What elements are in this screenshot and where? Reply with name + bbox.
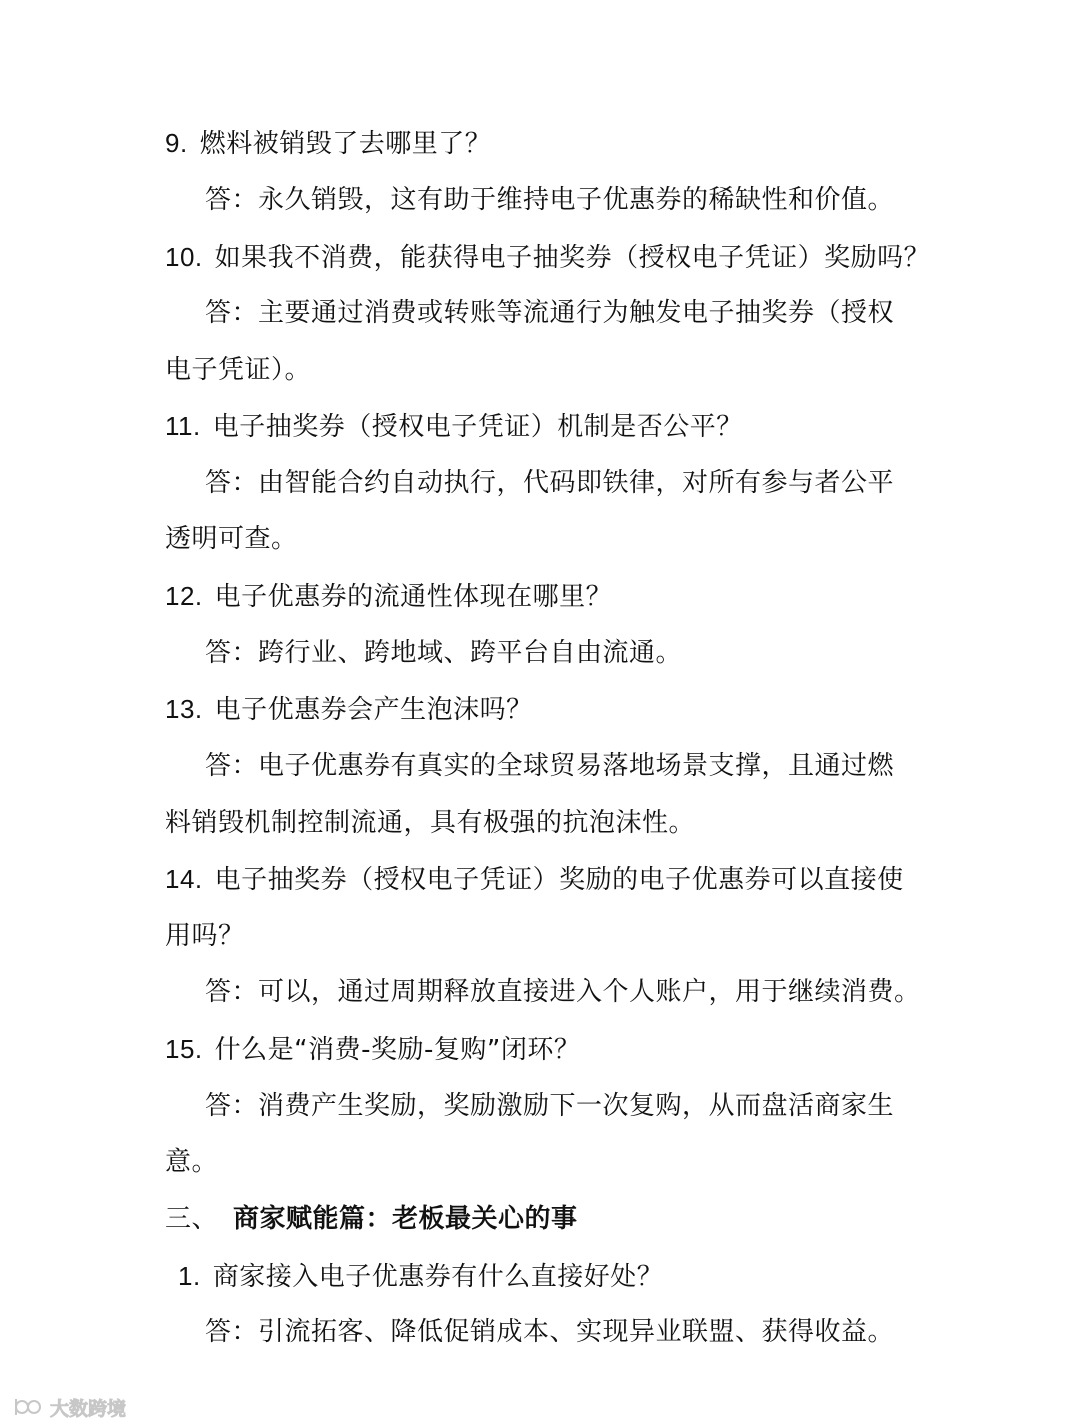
answer-1: 答：引流拓客、降低促销成本、实现异业联盟、获得收益。 — [205, 1317, 895, 1347]
answer-13-line-2: 料销毁机制控制流通，具有极强的抗泡沫性。 — [165, 808, 696, 838]
question-text: 电子抽奖券（授权电子凭证）机制是否公平？ — [212, 412, 743, 442]
question-text: 什么是“消费-奖励-复购”闭环？ — [214, 1035, 581, 1065]
question-text: 电子抽奖券（授权电子凭证）奖励的电子优惠券可以直接使 — [214, 865, 904, 895]
question-13 — [165, 694, 925, 725]
question-10 — [165, 242, 931, 273]
question-text: 电子优惠券会产生泡沫吗？ — [214, 695, 533, 725]
watermark — [14, 1394, 126, 1420]
answer-11-line-2: 透明可查。 — [165, 524, 298, 554]
question-number: 14. — [165, 864, 203, 894]
question-9 — [165, 128, 925, 159]
question-number: 1. — [178, 1261, 201, 1291]
question-number: 15. — [165, 1034, 203, 1064]
answer-10-line-2: 电子凭证）。 — [165, 355, 312, 385]
question-number: 10. — [165, 242, 203, 272]
answer-12: 答：跨行业、跨地域、跨平台自由流通。 — [205, 638, 683, 668]
answer-15-line-1: 答：消费产生奖励，奖励激励下一次复购，从而盘活商家生 — [205, 1091, 895, 1121]
question-14 — [165, 864, 925, 895]
watermark-text: 大数跨境 — [50, 1397, 127, 1420]
section-heading — [165, 1204, 925, 1234]
question-number: 13. — [165, 694, 203, 724]
question-number: 11. — [165, 411, 201, 441]
question-14-line-2: 用吗？ — [165, 921, 245, 951]
question-text: 燃料被销毁了去哪里了？ — [199, 129, 492, 159]
question-text: 如果我不消费，能获得电子抽奖券（授权电子凭证）奖励吗？ — [214, 243, 931, 273]
question-number: 9. — [165, 128, 188, 158]
question-11 — [165, 411, 925, 442]
answer-10-line-1: 答：主要通过消费或转账等流通行为触发电子抽奖券（授权 — [205, 298, 895, 328]
answer-14: 答：可以，通过周期释放直接进入个人账户，用于继续消费。 — [205, 977, 921, 1007]
question-number: 12. — [165, 581, 203, 611]
question-15 — [165, 1034, 925, 1065]
answer-9: 答：永久销毁，这有助于维持电子优惠券的稀缺性和价值。 — [205, 185, 895, 215]
question-1 — [178, 1261, 938, 1292]
section-number: 三、 — [165, 1204, 219, 1234]
answer-11-line-1: 答：由智能合约自动执行，代码即铁律，对所有参与者公平 — [205, 468, 895, 498]
answer-15-line-2: 意。 — [165, 1147, 219, 1177]
brand-logo-icon — [14, 1396, 44, 1418]
section-title: 商家赋能篇：老板最关心的事 — [233, 1204, 578, 1234]
question-text: 电子优惠券的流通性体现在哪里？ — [214, 582, 613, 612]
question-text: 商家接入电子优惠券有什么直接好处？ — [212, 1262, 664, 1292]
answer-13-line-1: 答：电子优惠券有真实的全球贸易落地场景支撑，且通过燃 — [205, 751, 895, 781]
question-12 — [165, 581, 925, 612]
